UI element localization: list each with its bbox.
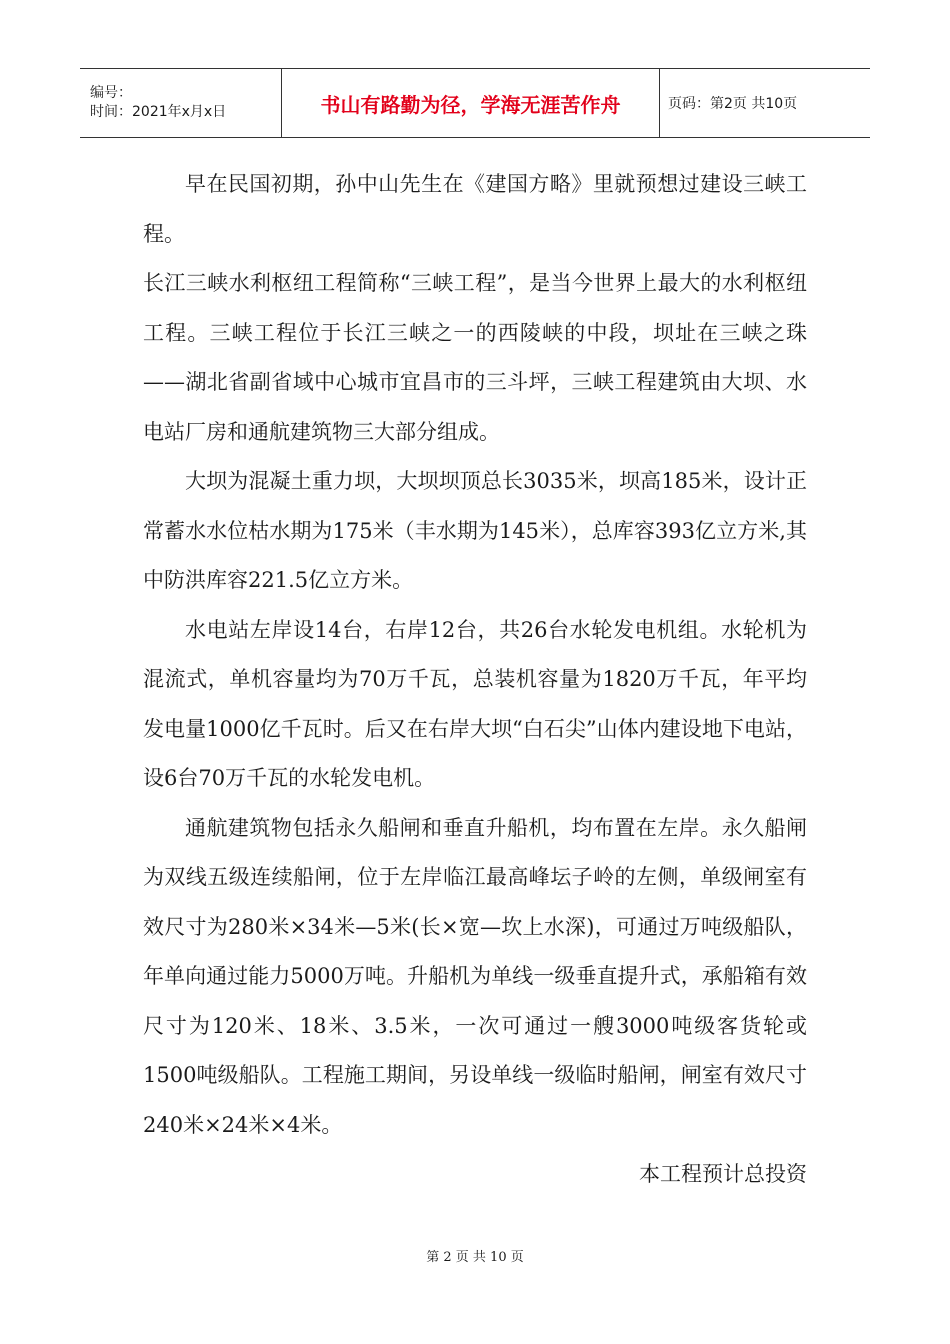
page-info-text: 页码：第2页 共10页 [668,96,798,112]
number-label: 编号： [90,85,132,101]
time-label: 时间：2021年x月x日 [90,104,227,120]
document-body [143,160,807,1200]
page-header [80,68,870,138]
motto-text: 书山有路勤为径，学海无涯苦作舟 [320,92,621,117]
header-page-info [660,69,870,137]
header-meta [80,69,282,137]
paragraph-1: 早在民国初期，孙中山先生在《建国方略》里就预想过建设三峡工程。 [143,172,807,246]
paragraph-3: 大坝为混凝土重力坝，大坝坝顶总长3035米，坝高185米，设计正常蓄水水位枯水期为175米（丰水期为145米），总库容393亿立方米,其中防洪库容221.5亿立方米。 [143,469,807,592]
header-motto [282,69,660,137]
paragraph-5: 通航建筑物包括永久船闸和垂直升船机，均布置在左岸。永久船闸为双线五级连续船闸，位于左岸临江最高峰坛子岭的左侧，单级闸室有效尺寸为280米×34米—5米(长×宽—坎上水深)，可通过万吨级船队，年单向通过能力5000万吨。升船机为单线一级垂直提升式，承船箱有效尺寸为120米、18米、3.5米，一次可通过一艘3000吨级客货轮或1500吨级船队。工程施工期间，另设单线一级临时船闸，闸室有效尺寸240米×24米×4米。 [143,815,807,1137]
paragraph-4: 水电站左岸设14台，右岸12台，共26台水轮发电机组。水轮机为混流式，单机容量均为70万千瓦，总装机容量为1820万千瓦，年平均发电量1000亿千瓦时。后又在右岸大坝“白石尖”山体内建设地下电站，设6台70万千瓦的水轮发电机。 [143,617,807,790]
page-footer: 第 2 页 共 10 页 [426,1250,524,1265]
paragraph-2: 长江三峡水利枢纽工程简称“三峡工程”，是当今世界上最大的水利枢纽工程。三峡工程位于长江三峡之一的西陵峡的中段，坝址在三峡之珠——湖北省副省域中心城市宜昌市的三斗坪，三峡工程建筑由大坝、水电站厂房和通航建筑物三大部分组成。 [143,271,807,444]
paragraph-6: 本工程预计总投资 [639,1162,807,1186]
